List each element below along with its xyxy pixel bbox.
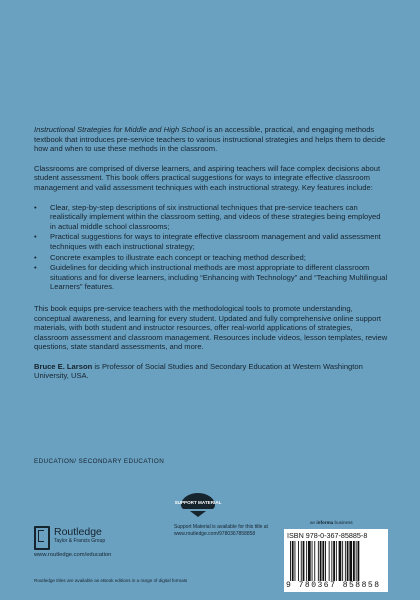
intro-text: is an accessible, practical, and engaging methods textbook that introduces pre-service teachers to various instructional strategies and helps them to decide how and when to use these methods in the classroom. (34, 125, 386, 154)
feature-item: • Guidelines for deciding which instructional methods are most appropriate to different classroom situations and for diverse learners, including “Enhancing with Technology” and “Teaching Multilingual Learners” features. (34, 263, 388, 292)
bullet-icon: • (34, 202, 37, 212)
barcode-number: 9 780367 858858 (286, 581, 381, 590)
informa-business: an informa business (310, 520, 353, 525)
bullet-icon: • (34, 232, 37, 242)
barcode-icon (288, 541, 384, 581)
key-features-list (34, 203, 388, 292)
author-bio (34, 362, 388, 381)
download-arrow-icon (190, 511, 206, 517)
feature-item: • Practical suggestions for ways to integrate effective classroom management and valid assessment techniques with each instructional strategy; (34, 232, 381, 251)
publisher-group: Taylor & Francis Group (54, 538, 106, 544)
subject-category: EDUCATION/ SECONDARY EDUCATION (34, 458, 165, 465)
ebook-footer-note: Routledge titles are available as eBook editions in a range of digital formats (34, 578, 188, 583)
isbn-text: ISBN 978-0-367-85885-8 (287, 531, 368, 540)
bullet-icon: • (34, 263, 37, 273)
intro-paragraph (34, 125, 388, 154)
publisher-name: Routledge (54, 526, 102, 538)
publisher-website: www.routledge.com/education (34, 552, 112, 558)
support-badge-label: SUPPORT MATERIAL (174, 500, 222, 505)
feature-item: • Concrete examples to illustrate each concept or teaching method described; (34, 252, 306, 262)
cover-copy (34, 125, 388, 391)
assessment-paragraph: Classrooms are comprised of diverse learners, and aspiring teachers will face complex decisions about student assessment. This book offers practical suggestions for ways to integrate effective classroom management and valid assessment techniques with each instructional strategy. Key features include: (34, 163, 381, 192)
support-url: www.routledge.com/9780367858858 (174, 530, 256, 537)
barcode-panel (284, 529, 388, 592)
routledge-logo-icon (34, 526, 50, 550)
author-bio-text: is Professor of Social Studies and Secondary Education at Western Washington University, USA. (34, 361, 363, 381)
support-material-info: Support Material is available for this title at www.routledge.com/9780367858858 (174, 524, 268, 537)
book-title: Instructional Strategies for Middle and High School (34, 125, 205, 134)
support-material-badge (174, 492, 222, 518)
author-name: Bruce E. Larson (34, 361, 93, 371)
feature-item: • Clear, step-by-step descriptions of six instructional techniques that pre-service teachers can realistically implement within the classroom setting, and videos of these strategies being employed in actual middle school classrooms; (34, 202, 381, 231)
tools-paragraph: This book equips pre-service teachers with the methodological tools to promote understanding, conceptual awareness, and learning for every student. Updated and fully comprehensive online support materials, with both student and instructor resources, offer real-world applications of strategies, classroom assessment and classroom management. Resources include videos, lesson templates, review questions, state standard assessments, and more. (34, 303, 388, 352)
bullet-icon: • (34, 252, 37, 262)
